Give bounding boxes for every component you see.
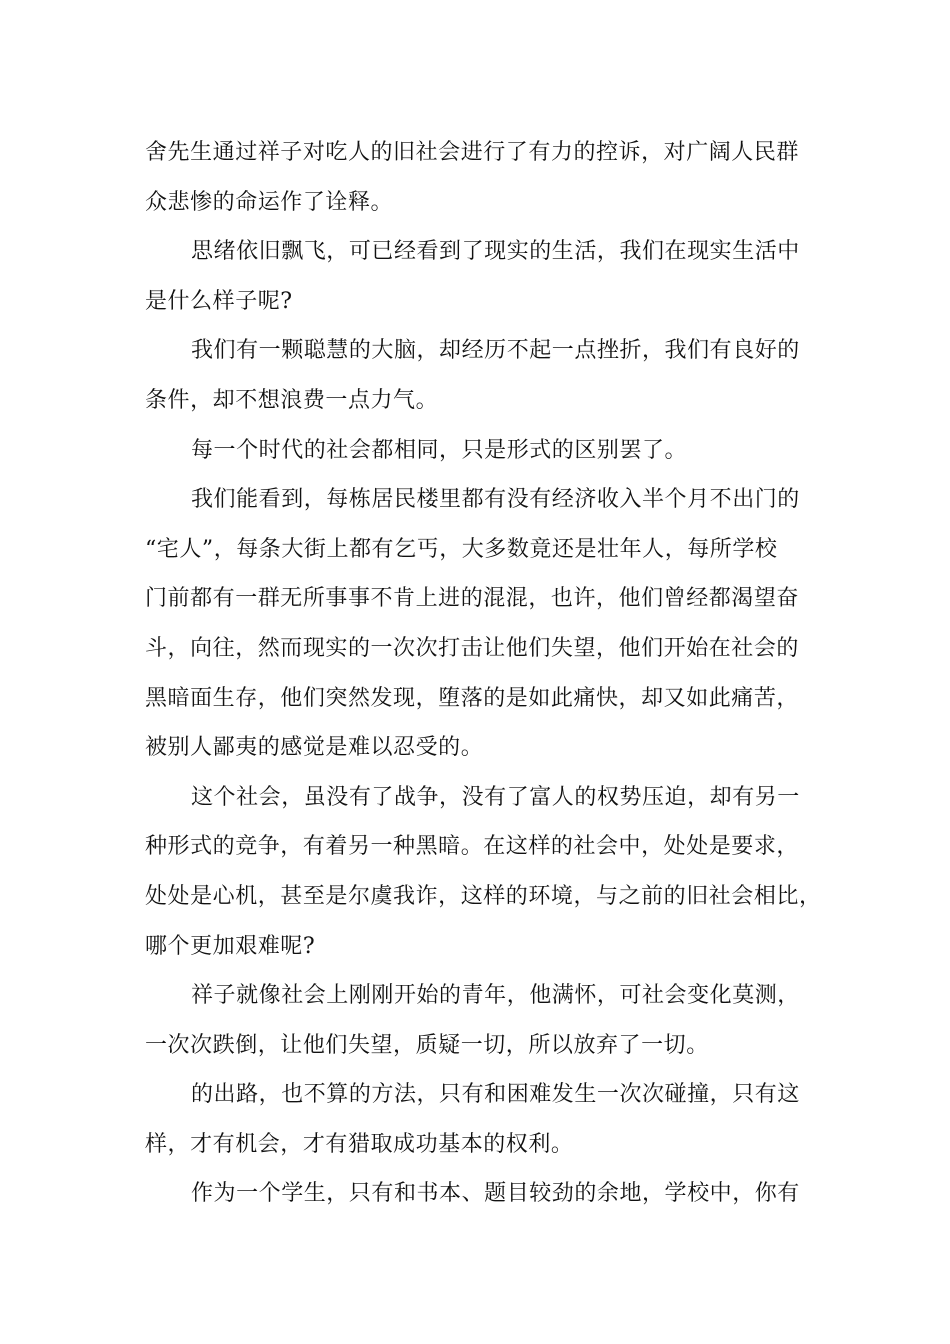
essay-text [145, 128, 825, 1219]
paragraph-start-line: 思绪依旧飘飞，可已经看到了现实的生活，我们在现实生活中 [191, 239, 800, 265]
paragraph-start-line: 的出路，也不算的方法，只有和困难发生一次次碰撞，只有这 [191, 1082, 800, 1108]
text-line: 黑暗面生存，他们突然发现，堕落的是如此痛快，却又如此痛苦， [145, 685, 799, 711]
text-line: 种形式的竞争，有着另一种黑暗。在这样的社会中，处处是要求， [145, 834, 799, 860]
text-line: 斗，向往，然而现实的一次次打击让他们失望，他们开始在社会的 [145, 635, 799, 661]
text-line: 门前都有一群无所事事不肯上进的混混，也许，他们曾经都渴望奋 [145, 586, 799, 612]
paragraph-start-line: 我们有一颗聪慧的大脑，却经历不起一点挫折，我们有良好的 [191, 338, 800, 364]
paragraph-start-line: 祥子就像社会上刚刚开始的青年，他满怀，可社会变化莫测， [191, 983, 800, 1009]
text-line: 被别人鄙夷的感觉是难以忍受的。 [145, 735, 484, 761]
text-line: 众悲惨的命运作了诠释。 [145, 189, 394, 215]
paragraph-start-line: 每一个时代的社会都相同，只是形式的区别罢了。 [191, 437, 688, 463]
text-line: 一次次跌倒，让他们失望，质疑一切，所以放弃了一切。 [145, 1032, 709, 1058]
text-line: 是什么样子呢? [145, 288, 293, 314]
text-line: 哪个更加艰难呢? [145, 933, 316, 959]
paragraph-start-line: 这个社会，虽没有了战争，没有了富人的权势压迫，却有另一 [191, 784, 800, 810]
text-line: 条件，却不想浪费一点力气。 [145, 387, 439, 413]
text-line: 样，才有机会，才有猎取成功基本的权利。 [145, 1131, 574, 1157]
text-line: “宅人”，每条大街上都有乞丐，大多数竟还是壮年人，每所学校 [145, 536, 778, 562]
paragraph-start-line: 作为一个学生，只有和书本、题目较劲的余地，学校中，你有 [191, 1181, 800, 1207]
text-line: 舍先生通过祥子对吃人的旧社会进行了有力的控诉，对广阔人民群 [145, 140, 799, 165]
text-line: 处处是心机，甚至是尔虞我诈，这样的环境，与之前的旧社会相比， [145, 883, 822, 909]
paragraph-start-line: 我们能看到，每栋居民楼里都有没有经济收入半个月不出门的 [191, 487, 800, 513]
